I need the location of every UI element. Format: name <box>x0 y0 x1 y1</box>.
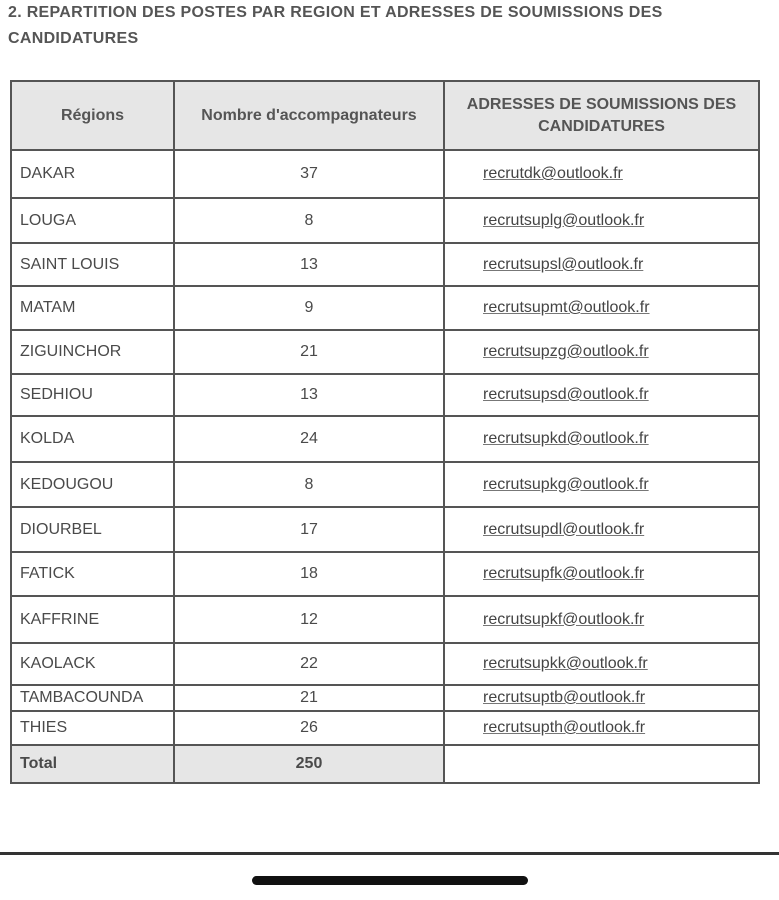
count-cell: 18 <box>174 552 444 596</box>
email-link[interactable]: recrutsupkd@outlook.fr <box>483 430 649 447</box>
email-link[interactable]: recrutsupdl@outlook.fr <box>483 520 645 538</box>
section-heading: 2. REPARTITION DES POSTES PAR REGION ET ADRESSES DE SOUMISSIONS DES CANDIDATURES <box>8 4 663 47</box>
count-cell: 24 <box>174 416 444 462</box>
region-cell: KAFFRINE <box>11 596 174 643</box>
count-cell: 12 <box>174 596 444 643</box>
table-row <box>11 150 759 198</box>
email-link[interactable]: recrutsupmt@outlook.fr <box>483 299 650 316</box>
count-cell: 17 <box>174 507 444 552</box>
count-cell: 13 <box>174 243 444 286</box>
email-link[interactable]: recrutsupkf@outlook.fr <box>483 610 645 628</box>
table-row <box>11 711 759 745</box>
email-link[interactable]: recrutsupkg@outlook.fr <box>483 475 649 493</box>
region-cell: SEDHIOU <box>11 374 174 416</box>
region-cell: KEDOUGOU <box>11 462 174 507</box>
table-row <box>11 416 759 462</box>
home-indicator[interactable] <box>252 876 528 885</box>
email-link[interactable]: recrutsupsl@outlook.fr <box>483 255 644 273</box>
table-row <box>11 507 759 552</box>
region-cell: FATICK <box>11 552 174 596</box>
region-cell: KOLDA <box>11 416 174 462</box>
header-count: Nombre d'accompagnateurs <box>174 81 444 150</box>
count-cell: 21 <box>174 685 444 711</box>
table-row <box>11 198 759 243</box>
table-row <box>11 552 759 596</box>
repartition-table <box>10 80 760 784</box>
count-cell: 8 <box>174 198 444 243</box>
count-cell: 8 <box>174 462 444 507</box>
region-cell: ZIGUINCHOR <box>11 330 174 374</box>
count-cell: 21 <box>174 330 444 374</box>
email-link[interactable]: recrutsupzg@outlook.fr <box>483 343 649 360</box>
region-cell: MATAM <box>11 286 174 330</box>
email-link[interactable]: recrutdk@outlook.fr <box>483 165 623 182</box>
total-row <box>11 745 759 783</box>
region-cell: DAKAR <box>11 150 174 198</box>
region-cell: SAINT LOUIS <box>11 243 174 286</box>
count-cell: 37 <box>174 150 444 198</box>
table-row <box>11 374 759 416</box>
email-link[interactable]: recrutsupth@outlook.fr <box>483 719 646 736</box>
email-link[interactable]: recrutsuplg@outlook.fr <box>483 211 645 229</box>
region-cell: TAMBACOUNDA <box>11 685 174 711</box>
table-row <box>11 330 759 374</box>
header-regions: Régions <box>11 81 174 150</box>
region-cell: LOUGA <box>11 198 174 243</box>
email-link[interactable]: recrutsupkk@outlook.fr <box>483 655 648 672</box>
total-address-empty <box>444 745 759 783</box>
count-cell: 22 <box>174 643 444 685</box>
email-link[interactable]: recrutsupfk@outlook.fr <box>483 565 645 582</box>
table-row <box>11 243 759 286</box>
total-count: 250 <box>174 745 444 783</box>
count-cell: 26 <box>174 711 444 745</box>
email-link[interactable]: recrutsuptb@outlook.fr <box>483 689 646 706</box>
table-row <box>11 286 759 330</box>
region-cell: THIES <box>11 711 174 745</box>
email-link[interactable]: recrutsupsd@outlook.fr <box>483 386 649 403</box>
count-cell: 9 <box>174 286 444 330</box>
count-cell: 13 <box>174 374 444 416</box>
table-row <box>11 643 759 685</box>
total-label: Total <box>11 745 174 783</box>
table-row <box>11 462 759 507</box>
divider <box>0 852 779 855</box>
table-row <box>11 685 759 711</box>
header-address: ADRESSES DE SOUMISSIONS DES CANDIDATURES <box>444 81 759 150</box>
region-cell: DIOURBEL <box>11 507 174 552</box>
region-cell: KAOLACK <box>11 643 174 685</box>
table-row <box>11 596 759 643</box>
